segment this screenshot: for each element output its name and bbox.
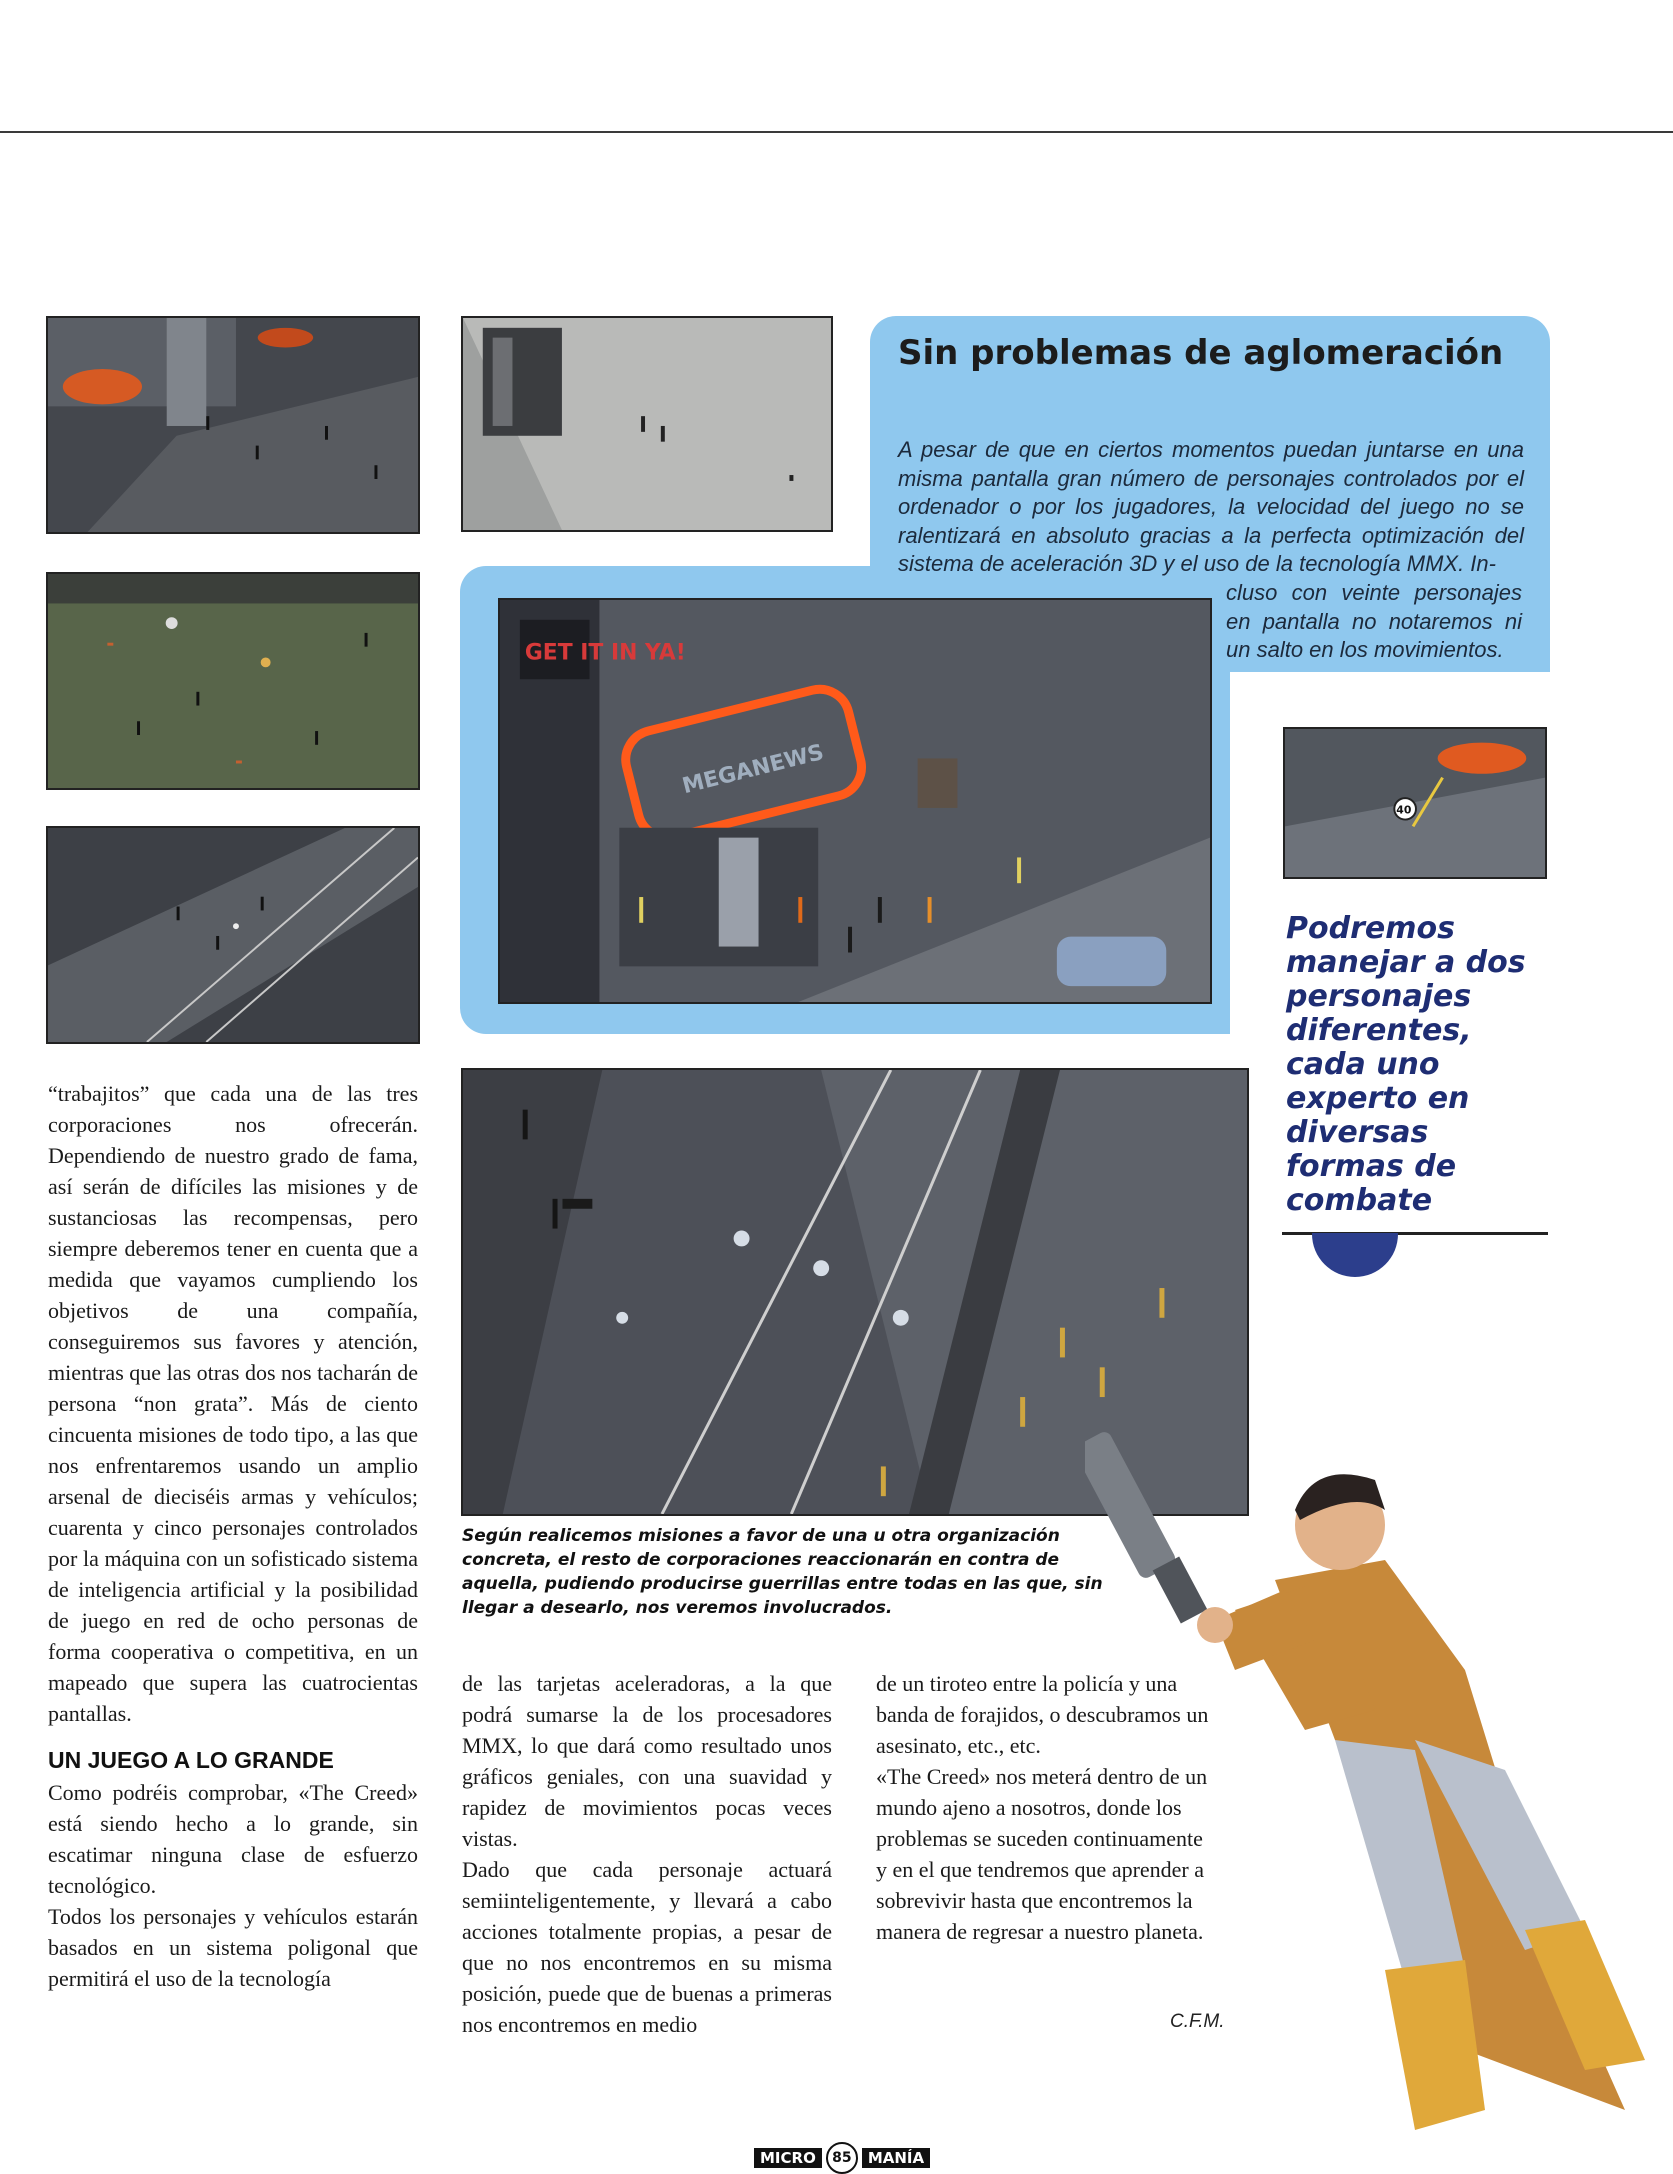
column-2 xyxy=(462,1668,832,2040)
speed-sign-label: 40 xyxy=(1396,803,1412,817)
column-2-paragraph-1: de las tarjetas aceleradoras, a la que podrá sumarse la de los procesadores MMX, lo que dará como resultado unos gráficos geniales, con una suavidad y rapidez de movimientos pocas veces vistas. xyxy=(462,1671,832,1851)
screenshot-green-field xyxy=(46,572,420,790)
column-3-paragraph-1: de un tiroteo entre la policía y una banda de forajidos, o descubramos un asesinato, etc., etc. xyxy=(876,1671,1209,1758)
page-number: 85 xyxy=(826,2142,858,2174)
author-signature: C.F.M. xyxy=(1170,2011,1225,2032)
get-it-sign: GET IT IN YA! xyxy=(524,640,686,666)
footer-micro: MICRO xyxy=(754,2148,822,2168)
column-1-paragraph-1: “trabajitos” que cada una de las tres corporaciones nos ofrecerán. Dependiendo de nuestro grado de fama, así serán de difíciles las misiones y de sustanciosas las recompensas, pero siempre deberemos tener en cuenta que a medida que vayamos cumpliendo los objetivos de una compañía, conseguiremos sus favores y atención, mientras que las otras dos nos tacharán de persona “non grata”. Más de ciento cincuenta misiones de todo tipo, a las que nos enfrentaremos usando un amplio arsenal de dieciséis armas y vehículos; cuarenta y cinco personajes controlados por la máquina con un sofisticado sistema de inteligencia artificial y la posibilidad de juego en red de ocho personas de forma cooperativa o competitiva, en un mapeado que supera las cuatrocientas pantallas. xyxy=(48,1081,418,1726)
footer-mania: MANÍA xyxy=(862,2148,930,2168)
column-3-paragraph-2: «The Creed» nos meterá dentro de un mundo ajeno a nosotros, donde los problemas se suceden continuamente y en el que tendremos que aprender a sobrevivir hasta que encontremos la manera de regresar a nuestro planeta. xyxy=(876,1764,1208,1944)
screenshot-road-sign xyxy=(1283,727,1547,879)
pull-quote: Podremos manejar a dos personajes diferentes, cada uno experto en diversas formas de combate xyxy=(1286,911,1526,1218)
column-2-paragraph-2: Dado que cada personaje actuará semiinteligentemente, y llevará a cabo acciones totalmente propias, a pesar de que no nos encontremos en su misma posición, puede que de buenas a primeras nos encontremos en medio xyxy=(462,1857,832,2037)
section-heading: UN JUEGO A LO GRANDE xyxy=(48,1747,334,1773)
photo-caption: Según realicemos misiones a favor de una u otra organización concreta, el resto de corporaciones reaccionarán en contra de aquella, pudiendo producirse guerrillas entre todas en las que, sin llegar a desearlo, nos veremos involucrados. xyxy=(462,1526,1103,1618)
magazine-footer xyxy=(754,2142,930,2174)
sidebar-text-bottom: cluso con veinte personajes en pantalla no notaremos ni un salto en los movimientos. xyxy=(1226,580,1522,662)
column-1-paragraph-2: Como podréis comprobar, «The Creed» está siendo hecho a lo grande, sin escatimar ninguna clase de esfuerzo tecnológico. xyxy=(48,1780,418,1898)
column-1-paragraph-3: Todos los personajes y vehículos estarán basados en un sistema poligonal que permitirá el uso de la tecnología xyxy=(48,1904,418,1991)
screenshot-street-fight xyxy=(46,826,420,1044)
top-rule xyxy=(0,131,1673,133)
sidebar-text-top: A pesar de que en ciertos momentos puedan juntarse en una misma pantalla gran número de personajes controlados por el ordenador o por los jugadores, la velocidad del juego no se ralentizará en absoluto gracias a la perfecta optimización del sistema de aceleración 3D y el uso de la tecnología MMX. In- xyxy=(898,437,1524,576)
character-illustration xyxy=(1085,1410,1673,2140)
meganews-sign: MEGANEWS xyxy=(679,740,827,800)
screenshot-lobby xyxy=(461,316,833,532)
screenshot-plaza-stairs xyxy=(46,316,420,534)
column-1 xyxy=(48,1078,418,1994)
screenshot-meganews-store xyxy=(498,598,1212,1004)
sidebar-title: Sin problemas de aglomeración xyxy=(898,333,1504,373)
pull-quote-dot xyxy=(1312,1233,1398,1277)
